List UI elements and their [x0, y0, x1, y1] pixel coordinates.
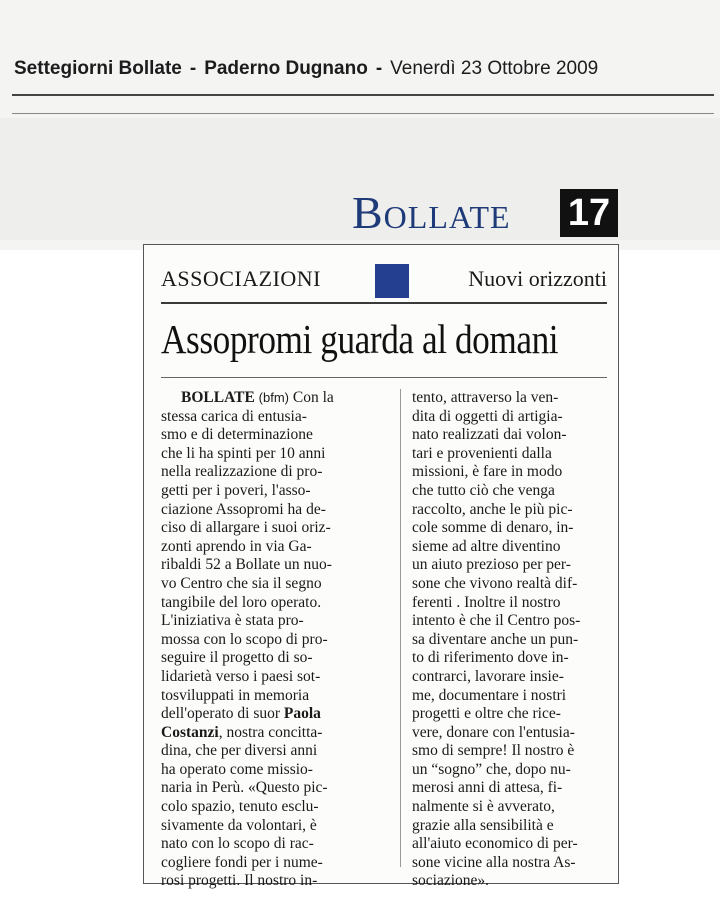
article-first-line-text: Con la	[292, 389, 334, 406]
section-title: Bollate	[352, 187, 511, 238]
body-line: mossa con lo scopo di pro-	[161, 630, 328, 648]
body-line: sone che vivono realtà dif-	[412, 574, 578, 592]
body-line: smo di sempre! Il nostro è	[412, 742, 575, 760]
body-line: raccolto, anche le più pic-	[412, 500, 573, 518]
article-headline: Assopromi guarda al domani	[161, 316, 559, 362]
body-line	[161, 705, 381, 724]
body-line: tari e provenienti dalla	[412, 444, 552, 462]
body-line: smo e di determinazione	[161, 426, 313, 444]
kicker-topic: Nuovi orizzonti	[468, 266, 607, 291]
body-line: vo Centro che sia il segno	[161, 574, 322, 592]
body-line: to di riferimento dove in-	[412, 649, 569, 667]
body-line: all'aiuto economico di per-	[412, 835, 578, 853]
body-line: che li ha spinti per 10 anni	[161, 444, 326, 462]
article-first-line	[161, 389, 381, 408]
person-first-name: Paola	[283, 705, 321, 723]
kicker-row	[161, 262, 607, 298]
masthead-separator: -	[189, 58, 197, 79]
column-divider	[400, 389, 401, 867]
body-line: sociazione».	[412, 872, 490, 890]
body-line: un “sogno” che, dopo nu-	[412, 760, 571, 778]
body-line: zonti aprendo in via Ga-	[161, 537, 312, 555]
kicker-square-icon	[375, 264, 409, 298]
body-line: ferenti . Inoltre il nostro	[412, 593, 561, 611]
body-line: missioni, è fare in modo	[412, 463, 563, 481]
body-line: sone vicine alla nostra As-	[412, 853, 576, 871]
body-line: seguire il progetto di so-	[161, 649, 313, 667]
body-line: naria in Perù. «Questo pic-	[161, 779, 328, 797]
body-line: tangibile del loro operato.	[161, 593, 322, 611]
body-line: intento è che il Centro pos-	[412, 612, 581, 630]
body-line: ciazione Assopromi ha de-	[161, 500, 326, 518]
body-line: dita di oggetti di artigia-	[412, 407, 563, 425]
body-line: dina, che per diversi anni	[161, 742, 318, 760]
article-credit: (bfm)	[258, 390, 290, 405]
masthead-paper: Settegiorni Bollate	[14, 58, 182, 79]
masthead-edition: Paderno Dugnano	[204, 58, 368, 79]
article-dateline: BOLLATE	[181, 389, 255, 406]
body-line: ribaldi 52 a Bollate un nuo-	[161, 556, 332, 574]
masthead-separator-2: -	[375, 58, 383, 79]
body-line	[161, 724, 381, 743]
body-line: colo spazio, tenuto esclu-	[161, 798, 319, 816]
body-line: nalmente si è avverato,	[412, 798, 555, 816]
kicker-rule	[161, 302, 607, 304]
body-line: stessa carica di entusia-	[161, 407, 307, 425]
body-line: lidarietà verso i paesi sot-	[161, 667, 321, 685]
masthead-date: Venerdì 23 Ottobre 2009	[390, 58, 599, 79]
page-number: 17	[560, 189, 618, 237]
article-column-left	[161, 389, 381, 891]
body-line: sivamente da volontari, è	[161, 816, 317, 834]
body-line: nato realizzati dai volon-	[412, 426, 567, 444]
body-line: cole somme di denaro, in-	[412, 519, 574, 537]
kicker-category: ASSOCIAZIONI	[161, 266, 321, 291]
body-line: ha operato come missio-	[161, 760, 313, 778]
body-line: grazie alla sensibilità e	[412, 816, 554, 834]
body-line: tosviluppati in memoria	[161, 686, 310, 704]
body-line: contrarci, lavorare insie-	[412, 667, 564, 685]
body-line: me, documentare i nostri	[412, 686, 567, 704]
person-last-name: Costanzi	[161, 723, 219, 741]
body-line: che tutto ciò che venga	[412, 481, 555, 499]
body-line: sieme ad altre diventino	[412, 537, 561, 555]
body-line: nella realizzazione di pro-	[161, 463, 323, 481]
body-line-text: dell'operato di suor	[161, 705, 281, 723]
body-line: L'iniziativa è stata pro-	[161, 612, 304, 630]
masthead-thin-rule	[12, 113, 714, 114]
body-line: rosi progetti. Il nostro in-	[161, 872, 318, 890]
body-line: un aiuto prezioso per per-	[412, 556, 571, 574]
masthead-rule	[12, 94, 714, 96]
body-line: getti per i poveri, l'asso-	[161, 481, 311, 499]
article-column-right	[412, 389, 632, 891]
masthead	[14, 58, 704, 86]
body-line: ciso di allargare i suoi oriz-	[161, 519, 331, 537]
body-line: nato con lo scopo di rac-	[161, 835, 314, 853]
body-line: sa diventare anche un pun-	[412, 630, 579, 648]
body-line: tento, attraverso la ven-	[412, 389, 559, 406]
body-line-text: , nostra concitta-	[218, 723, 323, 741]
body-line: merosi anni di attesa, fi-	[412, 779, 563, 797]
headline-rule	[161, 377, 607, 378]
body-line: progetti e oltre che rice-	[412, 705, 561, 723]
article-clipping	[143, 244, 619, 890]
body-line: vere, donare con l'entusia-	[412, 723, 575, 741]
body-line: cogliere fondi per i nume-	[161, 853, 323, 871]
